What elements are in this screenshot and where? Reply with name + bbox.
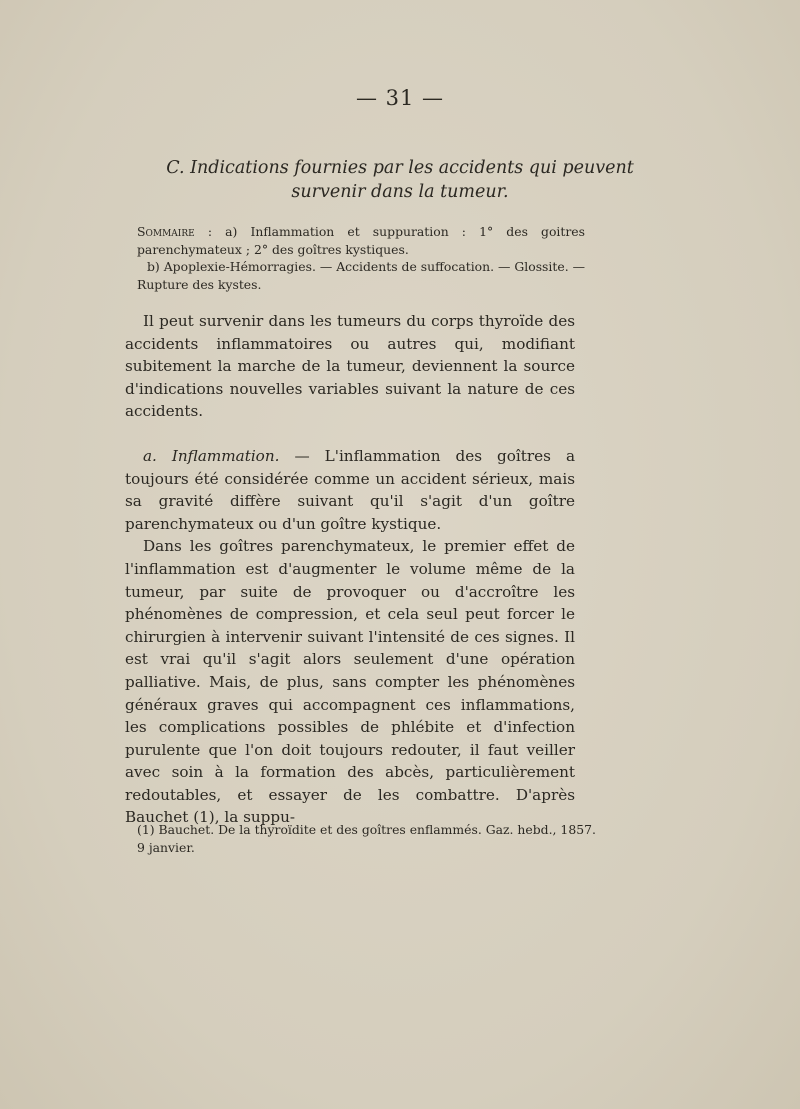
page-number: — 31 — xyxy=(355,86,445,110)
summary-block xyxy=(137,223,585,293)
footnote xyxy=(137,821,597,857)
summary-label: Sommaire xyxy=(137,224,195,239)
paragraph-parenchymateux: Dans les goîtres parenchymateux, le premier effet de l'inflammation est d'augmenter le volume même de la tumeur, par suite de provoquer ou d'accroître les phénomènes de compression, et cela seul peut forcer le chirurgien à intervenir suivant l'intensité de ces signes. Il est vrai qu'il s'agit alors seulement d'une opération palliative. Mais, de plus, sans compter les phénomènes généraux graves qui accompagnent ces inflammations, les complications possibles de phlébite et d'infection purulente que l'on doit toujours redouter, il faut veiller avec soin à la formation des abcès, particulièrement redoutables, et essayer de les combattre. D'après Bauchet (1), la suppu- xyxy=(125,537,575,827)
paragraph-inflammation xyxy=(125,445,575,535)
summary-line-b: b) Apoplexie-Hémorragies. — Accidents de suffocation. — Glossite. — Rupture des kystes. xyxy=(137,259,585,292)
summary-text-a: : a) Inflammation et suppuration : 1° des goitres parenchymateux ; 2° des goîtres kystiques. xyxy=(137,224,585,257)
section-heading xyxy=(120,156,680,204)
section-heading-line-2: survenir dans la tumeur. xyxy=(291,182,509,202)
section-heading-line-1: C. Indications fournies par les accidents qui peuvent xyxy=(166,158,634,178)
paragraph-intro: Il peut survenir dans les tumeurs du corps thyroïde des accidents inflammatoires ou autres qui, modifiant subitement la marche de la tumeur, deviennent la source d'indications nouvelles variables suivant la nature de ces accidents. xyxy=(125,312,575,421)
paragraph-inflammation-text: — L'inflammation des goîtres a toujours été considérée comme un accident sérieux, mais sa gravité diffère suivant qu'il s'agit d'un goître parenchymateux ou d'un goître kystique. xyxy=(125,446,575,533)
footnote-text: (1) Bauchet. De la thyroïdite et des goîtres enflammés. Gaz. hebd., 1857. 9 janvier. xyxy=(137,822,596,855)
summary-line-a xyxy=(137,223,585,258)
paragraph-inflammation-title: a. Inflammation. xyxy=(143,446,280,465)
body-text xyxy=(125,310,575,829)
